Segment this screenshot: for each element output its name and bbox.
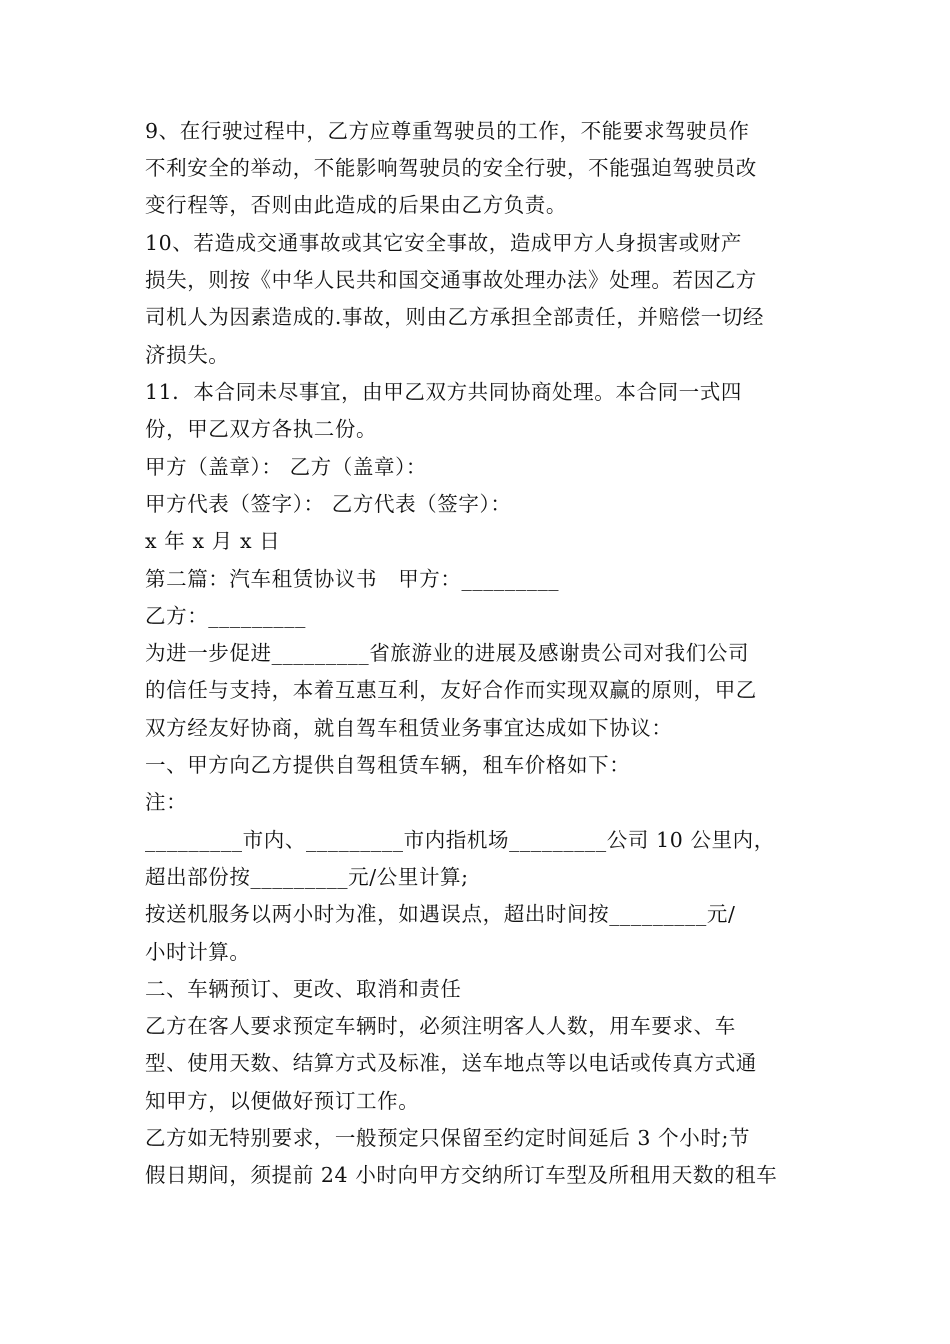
text-line: 损失，则按《中华人民共和国交通事故处理办法》处理。若因乙方 [145, 268, 757, 292]
text-line: 双方经友好协商，就自驾车租赁业务事宜达成如下协议： [145, 716, 673, 740]
text-line: 变行程等，否则由此造成的后果由乙方负责。 [145, 193, 567, 217]
text-line: 乙方如无特别要求，一般预定只保留至约定时间延后 3 个小时;节 [145, 1126, 751, 1150]
text-line: 假日期间，须提前 24 小时向甲方交纳所订车型及所租用天数的租车 [145, 1163, 778, 1187]
text-line: 注： [145, 790, 188, 814]
text-line: 甲方（盖章）： 乙方（盖章）： [145, 455, 428, 479]
text-line: 司机人为因素造成的.事故，则由乙方承担全部责任，并赔偿一切经 [145, 305, 765, 329]
text-line: 甲方代表（签字）： 乙方代表（签字）： [145, 492, 512, 516]
text-line: 的信任与支持，本着互惠互利，友好合作而实现双赢的原则，甲乙 [145, 678, 757, 702]
text-line: _________市内、_________市内指机场_________公司 10 公里内， [145, 828, 775, 852]
text-line: 型、使用天数、结算方式及标准，送车地点等以电话或传真方式通 [145, 1051, 757, 1075]
text-line: 按送机服务以两小时为准，如遇误点，超出时间按_________元/ [145, 902, 736, 926]
text-line: 9、在行驶过程中，乙方应尊重驾驶员的工作，不能要求驾驶员作 [145, 119, 750, 143]
text-line: 10、若造成交通事故或其它安全事故，造成甲方人身损害或财产 [145, 231, 742, 255]
text-line: 份，甲乙双方各执二份。 [145, 417, 378, 441]
text-line: 济损失。 [145, 343, 230, 367]
text-line: 乙方在客人要求预定车辆时，必须注明客人人数，用车要求、车 [145, 1014, 736, 1038]
text-line: 11．本合同未尽事宜，由甲乙双方共同协商处理。本合同一式四 [145, 380, 742, 404]
text-line: 为进一步促进_________省旅游业的进展及感谢贵公司对我们公司 [145, 641, 750, 665]
text-line: 小时计算。 [145, 940, 251, 964]
text-line: 不利安全的举动，不能影响驾驶员的安全行驶，不能强迫驾驶员改 [145, 156, 757, 180]
text-line: 超出部份按_________元/公里计算; [145, 865, 469, 889]
text-line: 二、车辆预订、更改、取消和责任 [145, 977, 462, 1001]
text-line: 第二篇：汽车租赁协议书 甲方：_________ [145, 567, 560, 591]
text-line: 乙方：_________ [145, 604, 306, 628]
text-line: 一、甲方向乙方提供自驾租赁车辆，租车价格如下： [145, 753, 631, 777]
text-line: x 年 x 月 x 日 [145, 529, 281, 553]
text-line: 知甲方，以便做好预订工作。 [145, 1089, 420, 1113]
